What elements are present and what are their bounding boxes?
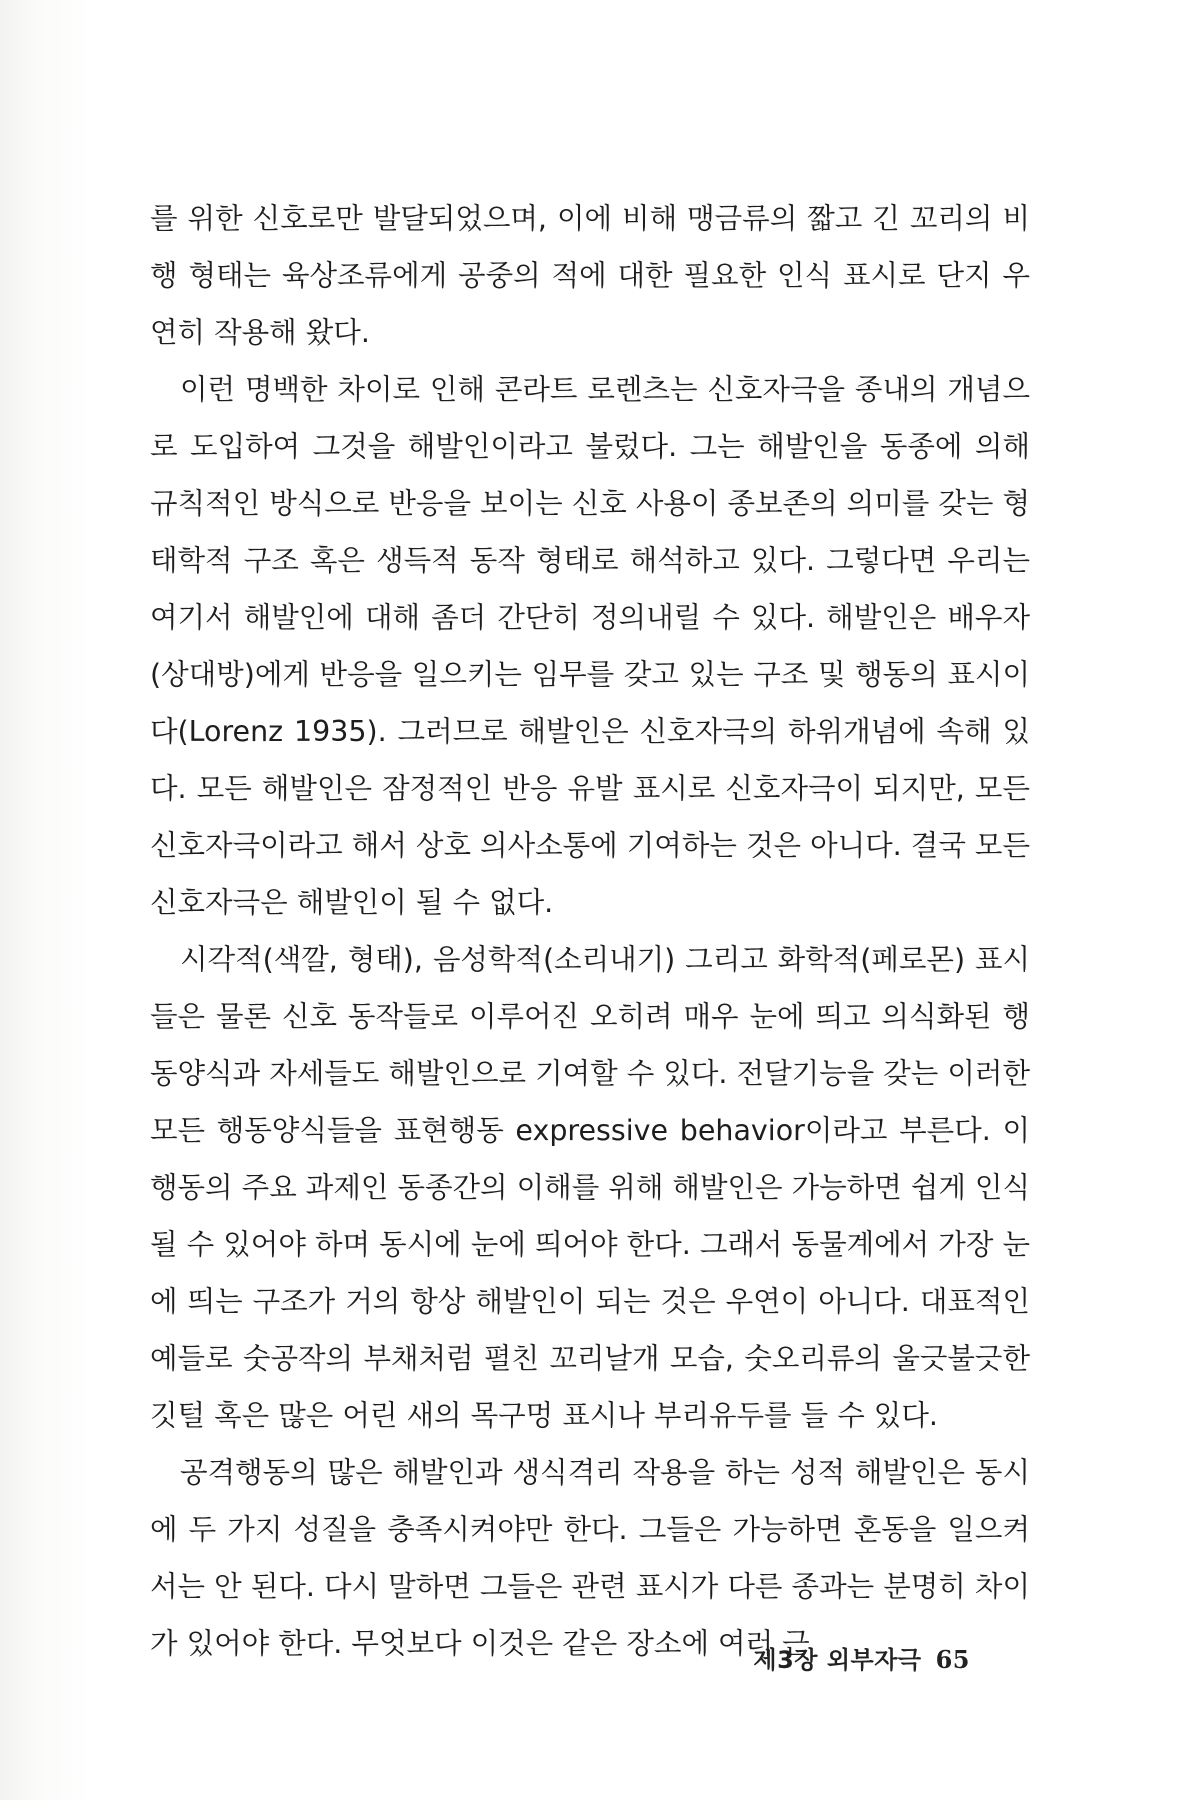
paragraph-releaser-definition: 이런 명백한 차이로 인해 콘라트 로렌츠는 신호자극을 종내의 개념으로 도입하여 그것을 해발인이라고 불렀다. 그는 해발인을 동종에 의해 규칙적인 방식으로 반응을 보이는 신호 사용이 종보존의 의미를 갖는 형태학적 구조 혹은 생득적 동작 형태로 해석하고 있다. 그렇다면 우리는 여기서 해발인에 대해 좀더 간단히 정의내릴 수 있다. 해발인은 배우자(상대방)에게 반응을 일으키는 임무를 갖고 있는 구조 및 행동의 표시이다(Lorenz 1935). 그러므로 해발인은 신호자극의 하위개념에 속해 있다. 모든 해발인은 잠정적인 반응 유발 표시로 신호자극이 되지만, 모든 신호자극이라고 해서 상호 의사소통에 기여하는 것은 아니다. 결국 모든 신호자극은 해발인이 될 수 없다. <box>150 373 1030 919</box>
body-text <box>150 190 1030 1672</box>
paragraph-expressive-behavior: 시각적(색깔, 형태), 음성학적(소리내기) 그리고 화학적(페로몬) 표시들은 물론 신호 동작들로 이루어진 오히려 매우 눈에 띄고 의식화된 행동양식과 자세들도 해발인으로 기여할 수 있다. 전달기능을 갖는 이러한 모든 행동양식들을 표현행동 expressive behavior이라고 부른다. 이 행동의 주요 과제인 동종간의 이해를 위해 해발인은 가능하면 쉽게 인식될 수 있어야 하며 동시에 눈에 띄어야 한다. 그래서 동물계에서 가장 눈에 띄는 구조가 거의 항상 해발인이 되는 것은 우연이 아니다. 대표적인 예들로 숫공작의 부채처럼 펼친 꼬리날개 모습, 숫오리류의 울긋불긋한 깃털 혹은 많은 어린 새의 목구멍 표시나 부리유두를 들 수 있다. <box>150 943 1030 1432</box>
chapter-title: 제3장 외부자극 <box>753 1646 922 1674</box>
page-number: 65 <box>935 1645 970 1674</box>
page-footer <box>753 1640 970 1675</box>
paragraph-continued: 를 위한 신호로만 발달되었으며, 이에 비해 맹금류의 짧고 긴 꼬리의 비행 형태는 육상조류에게 공중의 적에 대한 필요한 인식 표시로 단지 우연히 작용해 왔다. <box>150 202 1030 349</box>
paragraph-aggressive-releasers: 공격행동의 많은 해발인과 생식격리 작용을 하는 성적 해발인은 동시에 두 가지 성질을 충족시켜야만 한다. 그들은 가능하면 혼동을 일으켜서는 안 된다. 다시 말하면 그들은 관련 표시가 다른 종과는 분명히 차이가 있어야 한다. 무엇보다 이것은 같은 장소에 여러 근 <box>150 1456 1030 1660</box>
